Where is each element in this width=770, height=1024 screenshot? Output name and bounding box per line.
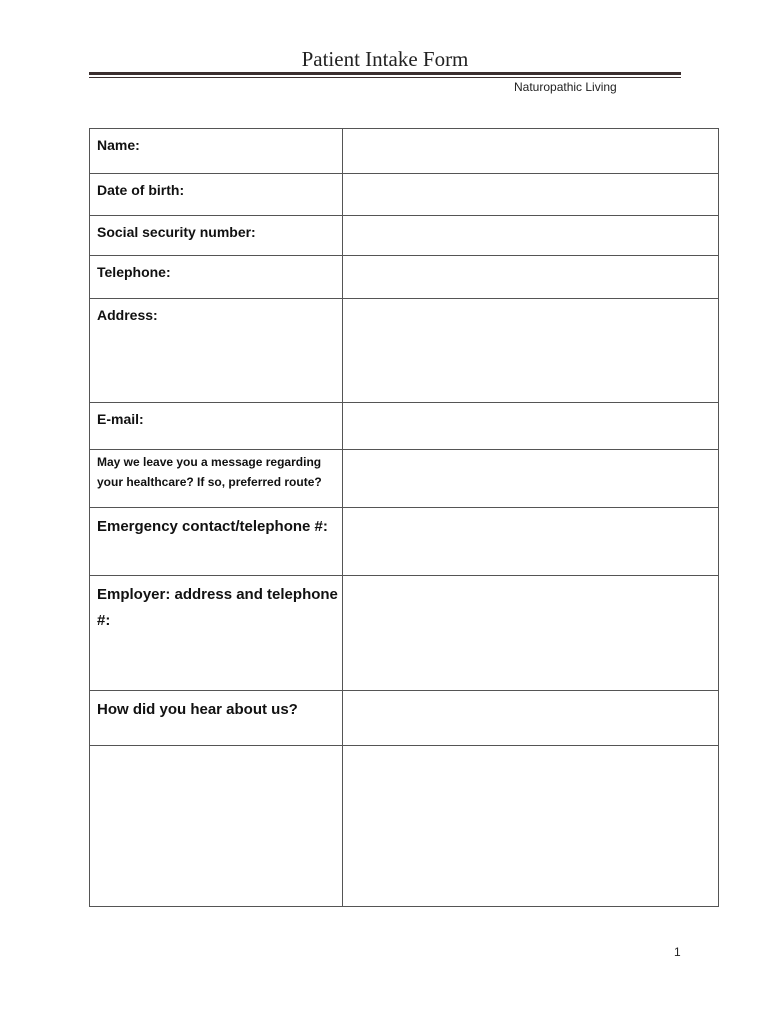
email-field[interactable] bbox=[343, 403, 718, 430]
table-row bbox=[90, 174, 719, 216]
page-number: 1 bbox=[674, 945, 681, 959]
ssn-label-cell bbox=[90, 216, 343, 256]
name-value-cell bbox=[343, 129, 719, 174]
emergency-contact-label: Emergency contact/telephone #: bbox=[97, 518, 328, 535]
dob-value-cell bbox=[343, 174, 719, 216]
telephone-label: Telephone: bbox=[97, 264, 171, 280]
blank-field[interactable] bbox=[343, 746, 718, 788]
table-row bbox=[90, 129, 719, 174]
address-field[interactable] bbox=[343, 299, 718, 341]
header-rule-thick bbox=[89, 72, 681, 75]
telephone-field[interactable] bbox=[343, 256, 718, 283]
dob-field[interactable] bbox=[343, 174, 718, 201]
telephone-label-cell bbox=[90, 256, 343, 299]
message-pref-field[interactable] bbox=[343, 450, 718, 492]
blank-label bbox=[90, 746, 342, 752]
table-row bbox=[90, 508, 719, 576]
header-rule-thin bbox=[89, 77, 681, 78]
referral-label: How did you hear about us? bbox=[97, 701, 298, 718]
intake-form-table bbox=[89, 128, 719, 907]
table-row bbox=[90, 450, 719, 508]
referral-field[interactable] bbox=[343, 691, 718, 733]
name-label: Name: bbox=[97, 137, 140, 153]
referral-value-cell bbox=[343, 691, 719, 746]
message-pref-value-cell bbox=[343, 450, 719, 508]
page-subtitle: Naturopathic Living bbox=[514, 80, 617, 94]
dob-label-cell bbox=[90, 174, 343, 216]
table-row bbox=[90, 256, 719, 299]
email-label: E-mail: bbox=[97, 411, 144, 427]
dob-label: Date of birth: bbox=[97, 182, 185, 198]
telephone-value-cell bbox=[343, 256, 719, 299]
table-row bbox=[90, 746, 719, 907]
address-label-cell bbox=[90, 299, 343, 403]
blank-label-cell bbox=[90, 746, 343, 907]
name-label-cell bbox=[90, 129, 343, 174]
table-row bbox=[90, 403, 719, 450]
emergency-label-cell bbox=[90, 508, 343, 576]
table-row bbox=[90, 299, 719, 403]
email-label-cell bbox=[90, 403, 343, 450]
page-title: Patient Intake Form bbox=[301, 47, 469, 71]
table-row bbox=[90, 216, 719, 256]
referral-label-cell bbox=[90, 691, 343, 746]
blank-value-cell bbox=[343, 746, 719, 907]
employer-label: Employer: address and telephone #: bbox=[97, 586, 338, 629]
employer-field[interactable] bbox=[343, 576, 718, 618]
emergency-contact-field[interactable] bbox=[343, 508, 718, 550]
table-row bbox=[90, 576, 719, 691]
table-row bbox=[90, 691, 719, 746]
ssn-value-cell bbox=[343, 216, 719, 256]
message-pref-label-cell bbox=[90, 450, 343, 508]
address-value-cell bbox=[343, 299, 719, 403]
employer-value-cell bbox=[343, 576, 719, 691]
ssn-field[interactable] bbox=[343, 216, 718, 243]
message-pref-label: May we leave you a message regarding your healthcare? If so, preferred route? bbox=[97, 455, 322, 489]
name-field[interactable] bbox=[343, 129, 718, 156]
address-label: Address: bbox=[97, 307, 158, 323]
employer-label-cell bbox=[90, 576, 343, 691]
emergency-value-cell bbox=[343, 508, 719, 576]
email-value-cell bbox=[343, 403, 719, 450]
ssn-label: Social security number: bbox=[97, 224, 256, 240]
